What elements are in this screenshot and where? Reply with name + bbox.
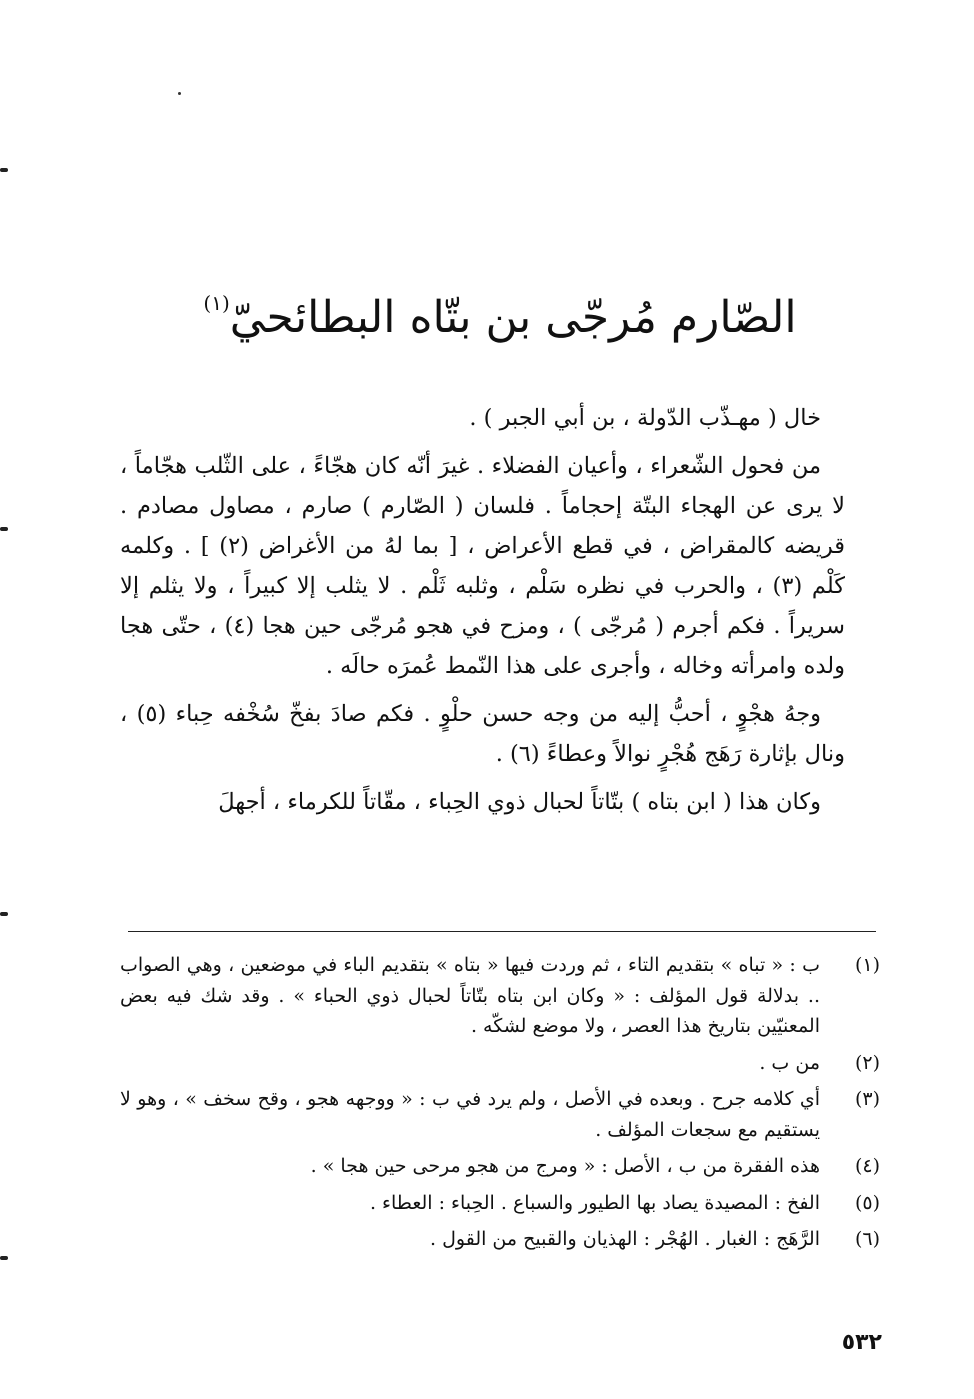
page-number: ٥٣٢ [841,1330,882,1355]
footnote-text: هذه الفقرة من ب ، الأصل : « ومرج من هجو مرحى حين هجا » . [310,1155,820,1177]
footnote [120,1048,880,1079]
footnote [120,1188,880,1219]
main-text [120,398,845,822]
footnote-number: (٤) [854,1155,880,1177]
page-title [150,268,850,353]
footnote [120,950,880,1042]
footnote [120,1151,880,1182]
footnote-text: ب : « تباه » بتقديم التاء ، ثم وردت فيها « بتاه » بتقديم الباء في موضعين ، وهي الصواب .. بدلالة قول المؤلف : « وكان ابن بتاه بتّاتاً لحبال ذوي الحباء » . وقد شك فيه بعض المعنيّين بتاريخ هذا العصر ، ولا موضع لشكّه . [120,954,820,1037]
footnote-number: (٢) [854,1051,880,1074]
footnote-number: (٥) [854,1191,880,1214]
paragraph: وكان هذا ( ابن بتاه ) بتّاتاً لحبال ذوي الحِباء ، مقّاتاً للكرماء ، أجهلَ [218,789,821,815]
scan-edge-mark [0,168,8,172]
footnote [120,1084,880,1145]
footnote-text: الفخ : المصيدة يصاد بها الطيور والسباع . الحِباء : العطاء . [369,1191,820,1214]
footnote-number: (٦) [854,1228,880,1250]
footnote-divider [128,931,876,932]
title-footnote-mark: (١) [203,291,230,315]
footnotes [120,950,880,1261]
scan-edge-mark [0,912,8,916]
scan-speck [178,92,181,95]
scan-edge-mark [0,527,8,531]
footnote [120,1224,880,1255]
footnote-number: (١) [854,954,880,976]
paragraph: من فحول الشّعراء ، وأعيان الفضلاء . غيرَ أنّه كان هجّاءً ، على الثّلب هجّاماً ، لا يرى عن الهجاء البتّة إحجاماً . فلسان ( الصّارم ) صارم ، مصاول مصادم . قريضه كالمقراض ، في قطع الأعراض ، [ بما لهُ من الأغراض (٢) ] . وكلمه كَلْم (٣) ، والحرب في نظره سَلْم ، وثلبه ثَلْم . لا يثلب إلا كبيراً ، ولا يثلم إلا سريراً . فكم أجرم ( مُرجّى ) ، ومزح في هجو مُرجّى حين هجا (٤) ، حتّى هجا ولده وامرأته وخاله ، وأجرى على هذا النّمط عُمرَه حالَه . [120,453,846,679]
paragraph: خال ( مهـذّب الدّولة ، بن أبي الجبر ) . [469,405,821,431]
scan-edge-mark [0,1256,8,1260]
footnote-text: الرَّهَج : الغبار . الهُجْر : الهذيان والقبيح من القول . [430,1228,820,1250]
footnote-number: (٣) [854,1088,880,1110]
footnote-text: من ب . [759,1051,820,1074]
paragraph: وجهُ هجْوٍ ، أحبُّ إليه من وجه حسن حلْوٍ . فكم صادَ بفخّ سُخْفه حِباء (٥) ، ونال بإثارة رَهَج هُجْرٍ نوالاً وعطاءً (٦) . [120,701,845,767]
title-text: الصّارم مُرجّى بن بتّاه البطائحيّ [229,292,797,343]
footnote-text: أي كلامه جرح . وبعده في الأصل ، ولم يرد في ب : « ووجهه هجو ، وقح سخف » ، وهو لا يستقيم مع سجعات المؤلف . [120,1088,820,1141]
